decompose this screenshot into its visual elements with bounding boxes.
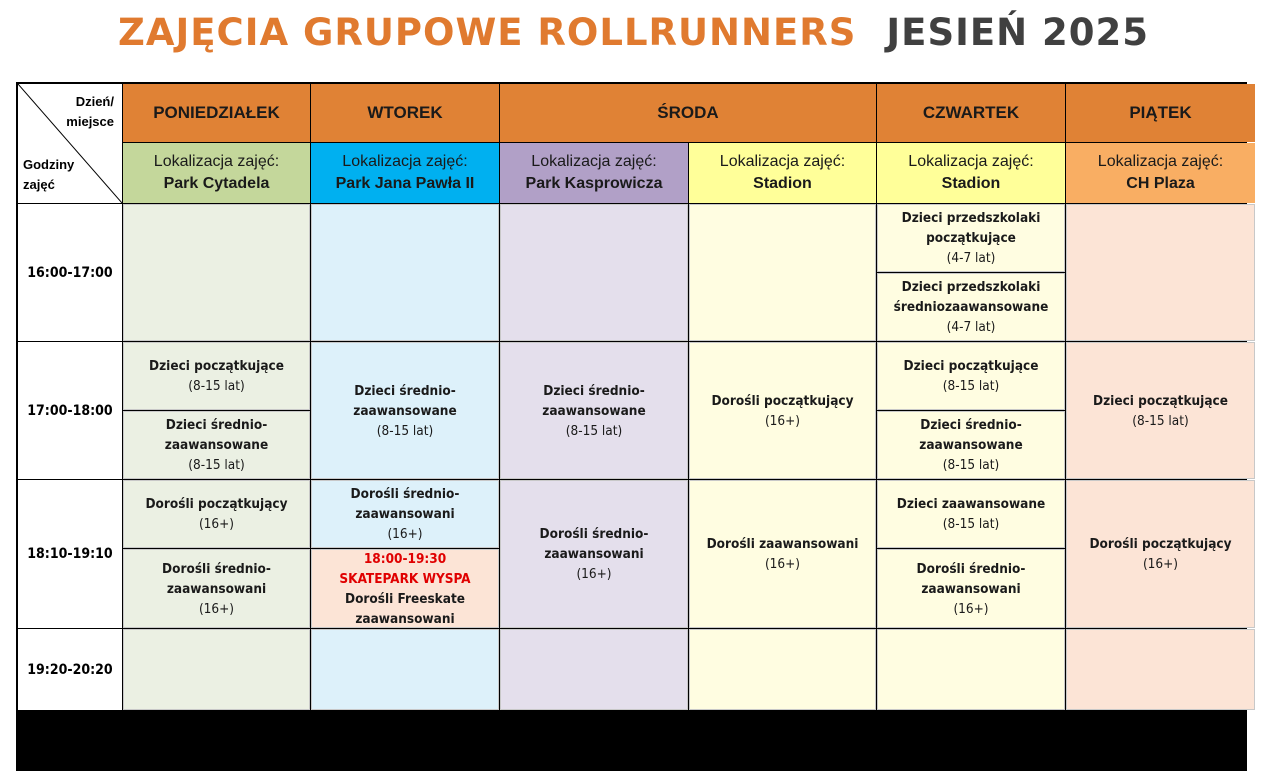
empty-slot <box>311 629 499 710</box>
class-slot: Dorośli początkujący (16+) <box>123 480 310 548</box>
day-header-wednesday: ŚRODA <box>500 84 876 142</box>
class-slot: Dzieci średnio- zaawansowane (8-15 lat) <box>123 411 310 479</box>
empty-slot <box>123 629 310 710</box>
hour-label: 16:00-17:00 <box>18 204 122 341</box>
class-slot: Dorośli początkujący (16+) <box>1066 480 1255 628</box>
class-slot: Dzieci początkujące (8-15 lat) <box>123 342 310 410</box>
class-slot: Dorośli początkujący (16+) <box>689 342 876 479</box>
schedule-table <box>16 82 1247 771</box>
empty-slot <box>123 204 310 341</box>
class-slot: Dzieci początkujące (8-15 lat) <box>877 342 1065 410</box>
class-slot: Dzieci średnio- zaawansowane (8-15 lat) <box>311 342 499 479</box>
empty-slot <box>500 629 688 710</box>
day-header-tuesday: WTOREK <box>311 84 499 142</box>
location-monday: Lokalizacja zajęć: Park Cytadela <box>123 143 310 203</box>
hour-label: 19:20-20:20 <box>18 629 122 710</box>
empty-slot <box>500 204 688 341</box>
class-slot: Dorośli zaawansowani (16+) <box>689 480 876 628</box>
title-season: JESIEŃ 2025 <box>886 11 1149 54</box>
schedule-title <box>0 8 1267 58</box>
class-slot: Dzieci średnio- zaawansowane (8-15 lat) <box>500 342 688 479</box>
empty-slot <box>877 629 1065 710</box>
table-corner <box>18 84 122 203</box>
day-header-monday: PONIEDZIAŁEK <box>123 84 310 142</box>
class-slot: Dzieci średnio- zaawansowane (8-15 lat) <box>877 411 1065 479</box>
location-wednesday-stadium: Lokalizacja zajęć: Stadion <box>689 143 876 203</box>
empty-slot <box>689 629 876 710</box>
class-slot: Dorośli średnio- zaawansowani (16+) <box>500 480 688 628</box>
class-slot: Dorośli średnio- zaawansowani (16+) <box>123 549 310 628</box>
skatepark-class-slot: 18:00-19:30 SKATEPARK WYSPA Dorośli Freeskate zaawansowani <box>311 549 499 628</box>
empty-slot <box>311 204 499 341</box>
class-slot: Dzieci przedszkolaki początkujące (4-7 lat) <box>877 204 1065 272</box>
corner-hours-label: Godziny zajęć <box>23 157 75 192</box>
day-header-friday: PIĄTEK <box>1066 84 1255 142</box>
title-main: ZAJĘCIA GRUPOWE ROLLRUNNERS <box>118 11 857 54</box>
hour-label: 17:00-18:00 <box>18 342 122 479</box>
empty-slot <box>689 204 876 341</box>
location-wednesday-park: Lokalizacja zajęć: Park Kasprowicza <box>500 143 688 203</box>
corner-day-label: Dzień/ miejsce <box>66 94 114 129</box>
empty-slot <box>1066 629 1255 710</box>
class-slot: Dzieci przedszkolaki średniozaawansowane (4-7 lat) <box>877 273 1065 341</box>
class-slot: Dzieci początkujące (8-15 lat) <box>1066 342 1255 479</box>
location-friday: Lokalizacja zajęć: CH Plaza <box>1066 143 1255 203</box>
location-tuesday: Lokalizacja zajęć: Park Jana Pawła II <box>311 143 499 203</box>
day-header-thursday: CZWARTEK <box>877 84 1065 142</box>
hour-label: 18:10-19:10 <box>18 480 122 628</box>
empty-slot <box>1066 204 1255 341</box>
class-slot: Dorośli średnio- zaawansowani (16+) <box>877 549 1065 628</box>
class-slot: Dzieci zaawansowane (8-15 lat) <box>877 480 1065 548</box>
location-thursday: Lokalizacja zajęć: Stadion <box>877 143 1065 203</box>
class-slot: Dorośli średnio- zaawansowani (16+) <box>311 480 499 548</box>
